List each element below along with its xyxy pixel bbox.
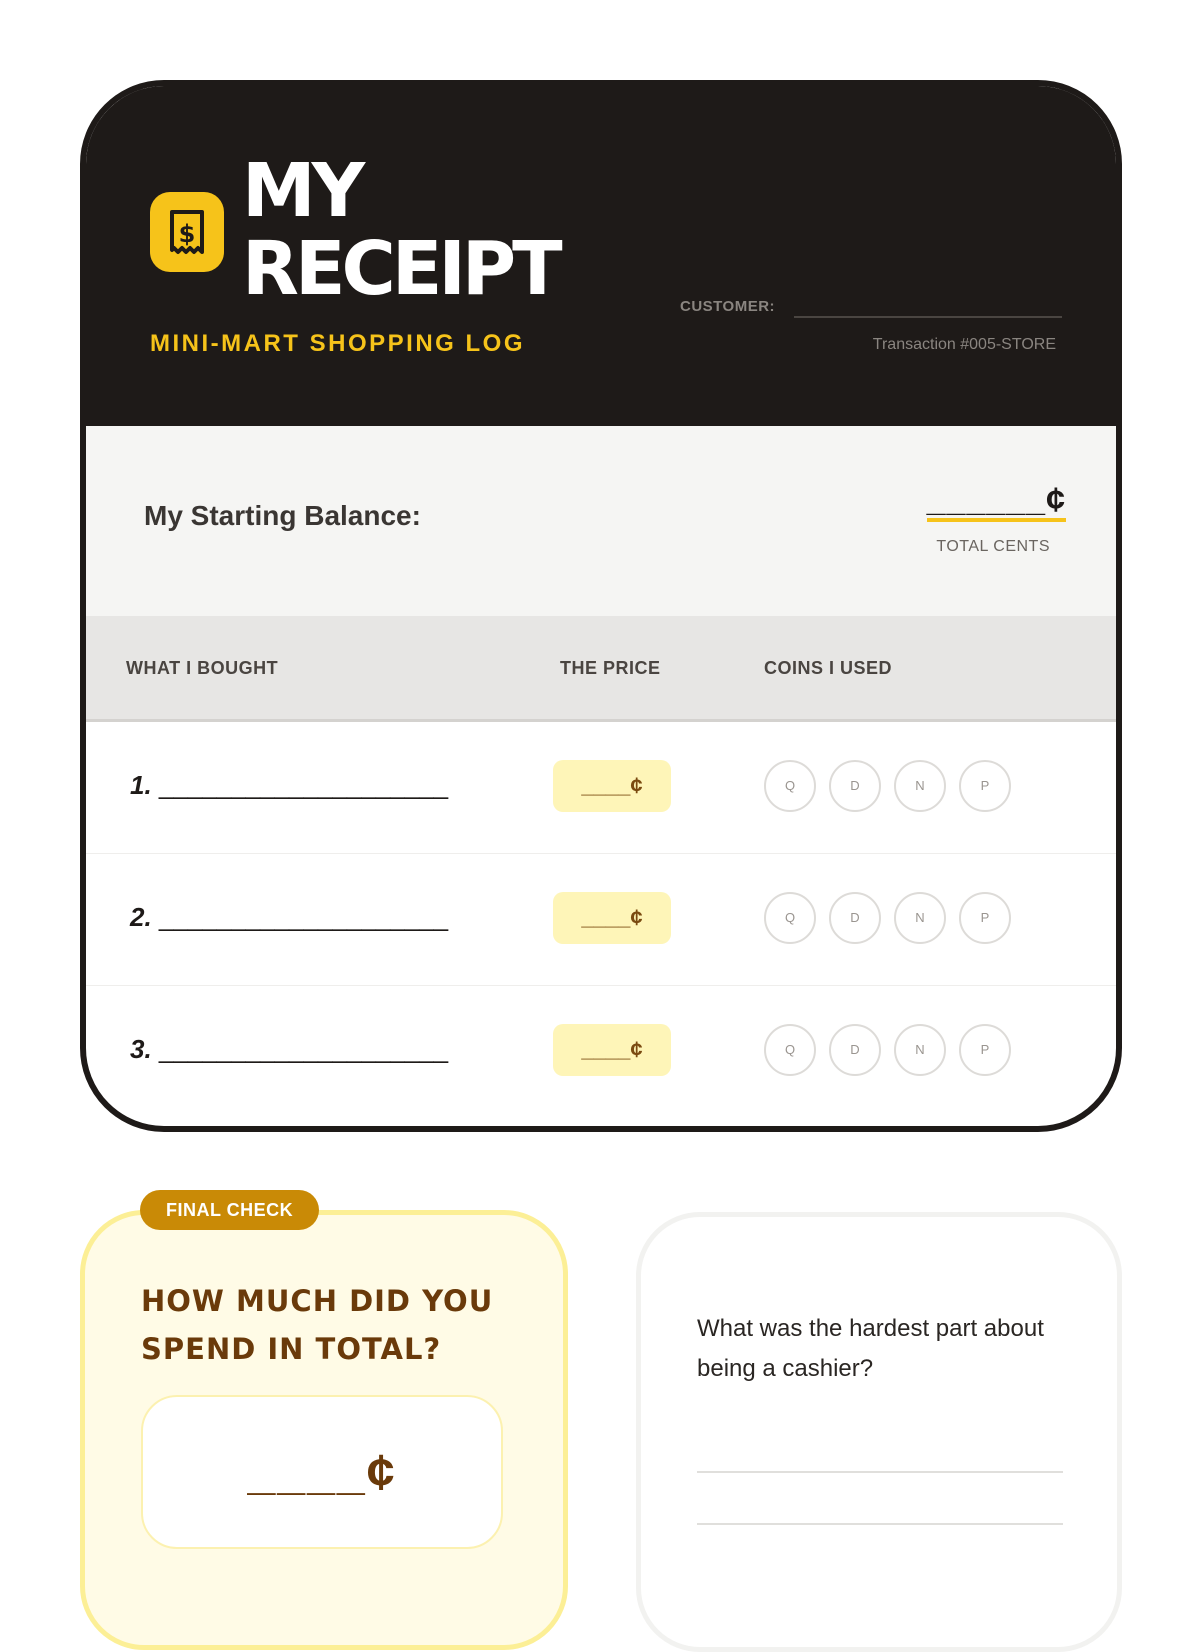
- final-check-card: [80, 1210, 568, 1650]
- row-number: 3.: [130, 1034, 152, 1064]
- price-field[interactable]: ____¢: [553, 760, 671, 812]
- final-check-tag: FINAL CHECK: [140, 1190, 319, 1230]
- page-subtitle: MINI-MART SHOPPING LOG: [150, 330, 525, 357]
- item-field[interactable]: [130, 902, 448, 933]
- column-header-coins: COINS I USED: [764, 658, 893, 678]
- row-number: 1.: [130, 770, 152, 800]
- page-title: [242, 148, 559, 312]
- table-row: [86, 986, 1116, 1118]
- svg-text:$: $: [178, 220, 196, 248]
- price-field[interactable]: ____¢: [553, 1024, 671, 1076]
- coin-quarter[interactable]: Q: [764, 760, 816, 812]
- table-row: [86, 854, 1116, 986]
- receipt-card: [80, 80, 1122, 1132]
- customer-label: CUSTOMER:: [680, 298, 776, 315]
- coin-nickel[interactable]: N: [894, 1024, 946, 1076]
- customer-name-field[interactable]: [794, 316, 1062, 318]
- item-blank: ____________________: [158, 1034, 449, 1064]
- total-spent-field[interactable]: ____¢: [141, 1395, 503, 1549]
- coin-quarter[interactable]: Q: [764, 892, 816, 944]
- starting-balance-field[interactable]: ______¢: [927, 482, 1066, 522]
- starting-balance-label: My Starting Balance:: [144, 500, 421, 531]
- coin-nickel[interactable]: N: [894, 892, 946, 944]
- transaction-number: Transaction #005-STORE: [872, 336, 1056, 353]
- item-blank: ____________________: [158, 770, 449, 800]
- reflection-card: [636, 1212, 1122, 1652]
- starting-balance-row: [86, 426, 1116, 616]
- coin-dime[interactable]: D: [829, 1024, 881, 1076]
- coin-quarter[interactable]: Q: [764, 1024, 816, 1076]
- coin-penny[interactable]: P: [959, 760, 1011, 812]
- receipt-header: [86, 86, 1116, 426]
- coin-dime[interactable]: D: [829, 760, 881, 812]
- reflection-question: What was the hardest part about being a cashier?: [697, 1315, 1044, 1382]
- receipt-dollar-icon: [150, 192, 224, 272]
- coin-penny[interactable]: P: [959, 892, 1011, 944]
- title-line-2: RECEIPT: [242, 226, 559, 312]
- table-header: [86, 616, 1116, 722]
- total-cents-caption: TOTAL CENTS: [936, 538, 1050, 555]
- final-check-question: HOW MUCH DID YOU SPEND IN TOTAL?: [141, 1284, 494, 1366]
- title-line-1: MY: [242, 148, 362, 234]
- coin-nickel[interactable]: N: [894, 760, 946, 812]
- column-header-item: WHAT I BOUGHT: [126, 658, 279, 678]
- coin-penny[interactable]: P: [959, 1024, 1011, 1076]
- column-header-price: THE PRICE: [560, 658, 661, 678]
- item-field[interactable]: [130, 770, 448, 801]
- coin-dime[interactable]: D: [829, 892, 881, 944]
- table-row: [86, 722, 1116, 854]
- item-field[interactable]: [130, 1034, 448, 1065]
- answer-line[interactable]: [697, 1523, 1063, 1525]
- item-blank: ____________________: [158, 902, 449, 932]
- answer-line[interactable]: [697, 1471, 1063, 1473]
- row-number: 2.: [130, 902, 152, 932]
- price-field[interactable]: ____¢: [553, 892, 671, 944]
